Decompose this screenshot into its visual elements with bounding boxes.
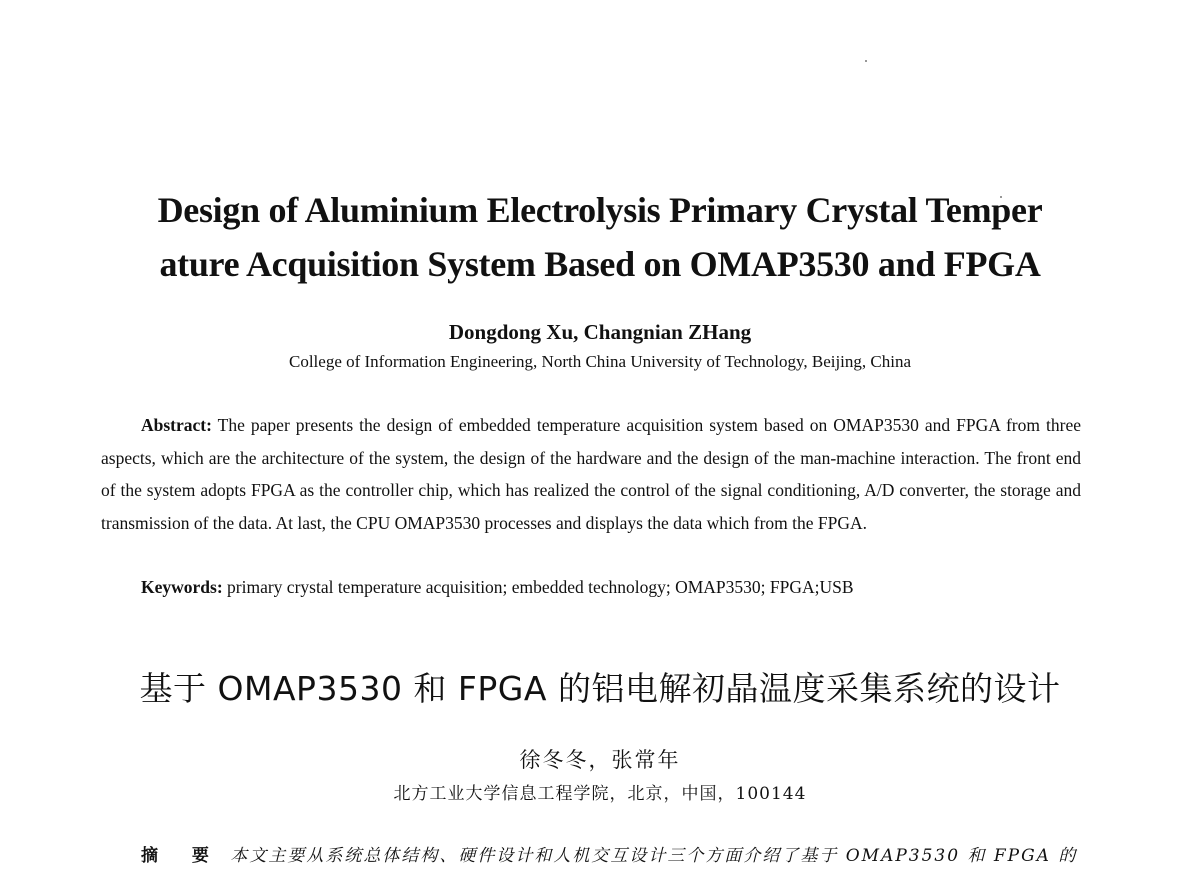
authors-chinese: 徐冬冬，张常年 (519, 748, 681, 772)
title-en-line-2: ature Acquisition System Based on OMAP3530 and FPGA (159, 244, 1041, 284)
title-en-line-1: Design of Aluminium Electrolysis Primary Crystal Temper (157, 190, 1043, 230)
keywords-label: Keywords: (141, 577, 223, 597)
keywords-english (141, 571, 1081, 603)
paper-title-chinese: 基于 OMAP3530 和 FPGA 的铝电解初晶温度采集系统的设计 (139, 669, 1061, 708)
abstract-chinese (141, 842, 1081, 870)
abstract-zh-text: 本文主要从系统总体结构、硬件设计和人机交互设计三个方面介绍了基于 OMAP3530 和 FPGA 的 (230, 846, 1078, 866)
scan-speck (865, 60, 867, 62)
affiliation-english: College of Information Engineering, North China University of Technology, Beijing, China (288, 352, 912, 371)
abstract-english (101, 409, 1081, 539)
paper-title-english (100, 183, 1100, 291)
abstract-label: Abstract: (141, 415, 212, 435)
abstract-text: The paper presents the design of embedded temperature acquisition system based on OMAP3530 and FPGA from three aspects, which are the architecture of the system, the design of the hardware and the design of the man-machine interaction. The front end of the system adopts FPGA as the controller chip, which has realized the control of the signal conditioning, A/D converter, the storage and transmission of the data. At last, the CPU OMAP3530 processes and displays the data which from the FPGA. (101, 415, 1082, 533)
affiliation-chinese: 北方工业大学信息工程学院，北京，中国，100144 (393, 784, 807, 804)
keywords-text: primary crystal temperature acquisition; embedded technology; OMAP3530; FPGA;USB (227, 577, 854, 597)
authors-english: Dongdong Xu, Changnian ZHang (448, 320, 752, 344)
abstract-zh-label: 摘 要 (141, 846, 223, 866)
